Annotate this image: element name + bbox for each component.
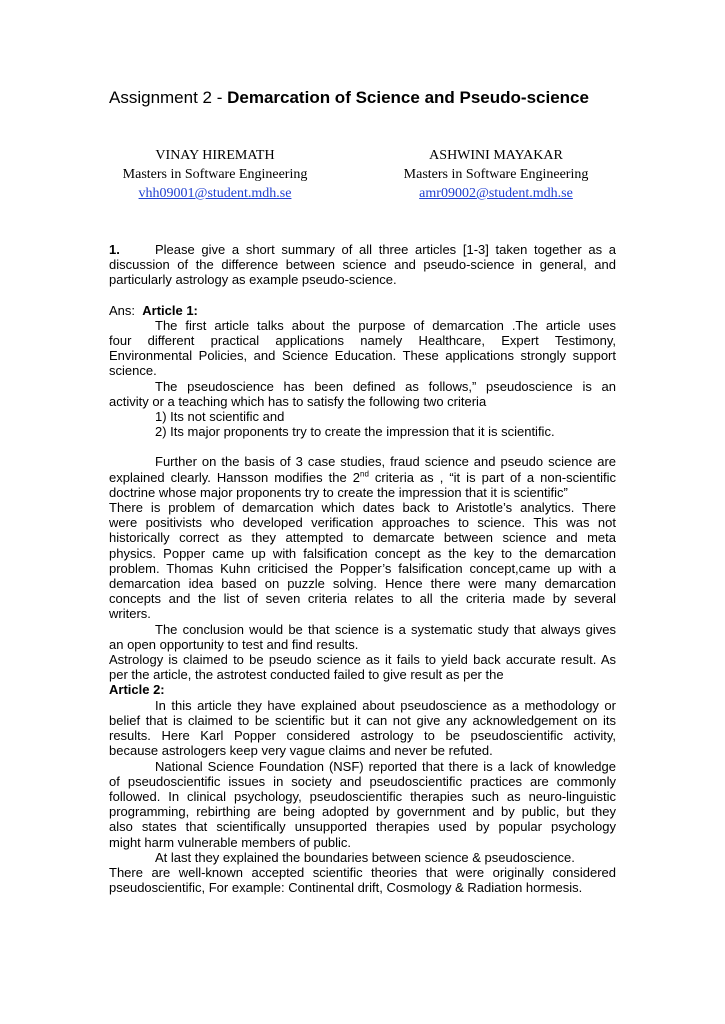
title-prefix: Assignment 2 - [109,88,228,107]
author-name: VINAY HIREMATH [155,148,275,163]
question-number: 1. [109,242,120,257]
author-name: ASHWINI MAYAKAR [429,148,563,163]
paragraph-line: an open opportunity to test and find results. [109,636,359,652]
paragraph-line: activity or a teaching which has to satisfy the following two criteria [109,393,487,409]
author-email-link[interactable]: vhh09001@student.mdh.se [138,186,292,201]
paragraph-line: science. [109,363,157,379]
title-main: Demarcation of Science and Pseudo-science [227,88,589,107]
paragraph-line: because astrologers keep very vague claims and never be refuted. [109,743,493,759]
paragraph-line: explained clearly. Hansson modifies the 2nd criteria as , “it is part of a non-scientific [109,469,616,485]
document-title [109,86,589,110]
author-email-link[interactable]: amr09002@student.mdh.se [419,186,573,201]
paragraph-line: were positivists who developed verification approaches to science. This was not [109,515,616,531]
paragraph-line: also states that scientifically unsupported therapies used by popular psychology [109,819,616,835]
paragraph-line: The pseudoscience has been defined as follows,” pseudoscience is an [155,378,616,394]
paragraph-line: problem. Thomas Kuhn criticised the Popper’s falsification concept,came up with a [109,560,616,576]
article-1-heading: Article 1: [142,302,198,318]
paragraph-line: concepts and the list of seven criteria relates to all the criteria made by several [109,591,616,607]
author-block-2 [396,146,596,203]
paragraph-line: Astrology is claimed to be pseudo science as it fails to yield back accurate result. As [109,652,616,668]
paragraph-line: The first article talks about the purpose of demarcation .The article uses [155,317,616,333]
paragraph-line: In this article they have explained about pseudoscience as a methodology or [155,697,616,713]
paragraph-line: physics. Popper came up with falsification concept as the key to the demarcation [109,545,616,561]
paragraph-line: pseudoscientific, For example: Continental drift, Cosmology & Radiation hormesis. [109,880,583,896]
paragraph-line: At last they explained the boundaries between science & pseudoscience. [155,849,575,865]
paragraph-line: of pseudoscientific issues in society and pseudoscientific practices are commonly [109,773,616,789]
author-program: Masters in Software Engineering [403,167,589,182]
paragraph-line: Environmental Policies, and Science Education. These applications strongly support [109,348,616,364]
paragraph-line: The conclusion would be that science is a systematic study that always gives [155,621,616,637]
paragraph-line: National Science Foundation (NSF) reported that there is a lack of knowledge [155,758,616,774]
document-body [109,242,616,895]
answer-heading: Ans: Article 1: [109,302,198,318]
paragraph-line: writers. [109,606,151,622]
question-line: discussion of the difference between science and pseudo-science in general, and [109,257,616,273]
paragraph-line: demarcation idea based on puzzle solving. Hence there were many demarcation [109,576,616,592]
article-2-heading: Article 2: [109,682,165,698]
criteria-item: 1) Its not scientific and [155,409,285,425]
question-line: particularly astrology as example pseudo-science. [109,272,397,288]
question-line: 1. Please give a short summary of all three articles [1-3] taken together as a [109,242,616,257]
paragraph-line: might harm vulnerable members of public. [109,834,352,850]
paragraph-line: results. Here Karl Popper considered astrology to be pseudoscientific activity, [109,728,616,744]
author-program: Masters in Software Engineering [122,167,308,182]
paragraph-line: belief that is claimed to be scientific but it can not give any acknowledgement on its [109,712,616,728]
paragraph-line: Further on the basis of 3 case studies, fraud science and pseudo science are [155,454,616,470]
paragraph-line: There is problem of demarcation which dates back to Aristotle’s analytics. There [109,500,616,516]
paragraph-line: There are well-known accepted scientific theories that were originally considered [109,864,616,880]
paragraph-line: programming, rebirthing are being adopted by government and by public, but they [109,804,616,820]
author-block-1 [115,146,315,203]
paragraph-line: historically correct as they attempted to demarcate between science and meta [109,530,616,546]
paragraph-line: followed. In clinical psychology, pseudoscientific therapies such as neuro-linguistic [109,788,616,804]
paragraph-line: four different practical applications namely Healthcare, Expert Testimony, [109,333,616,349]
criteria-item: 2) Its major proponents try to create the impression that it is scientific. [155,424,555,440]
paragraph-line: per the article, the astrotest conducted failed to give result as per the [109,667,504,683]
paragraph-line: doctrine whose major proponents try to create the impression that it is scientific” [109,484,568,500]
